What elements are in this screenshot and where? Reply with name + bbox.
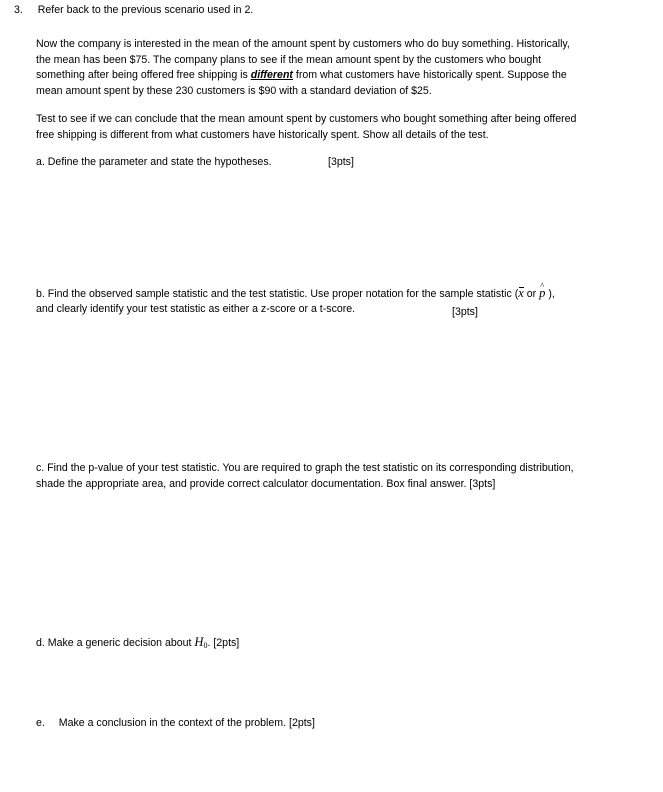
part-c-line: c. Find the p-value of your test statistic. You are required to graph the test statistic on its corresponding distribution, <box>36 462 574 474</box>
task-line: free shipping is different from what customers have historically spent. Show all details of the test. <box>36 128 489 141</box>
task-paragraph <box>36 112 576 143</box>
scenario-text: from what customers have historically spent. Suppose the <box>292 69 567 82</box>
question-intro: Refer back to the previous scenario used in 2. <box>37 4 254 16</box>
question-header <box>14 3 253 18</box>
part-b-text: b. Find the observed sample statistic and the test statistic. Use proper notation for the sample statistic ( <box>36 288 519 300</box>
scenario-line: Now the company is interested in the mean of the amount spent by customers who do buy something. Historically, <box>36 38 570 50</box>
part-e <box>36 716 315 731</box>
scenario-paragraph <box>36 37 570 99</box>
phat-symbol: ^ p <box>539 286 545 301</box>
scenario-line: the mean has been $75. The company plans to see if the mean amount spent by the customers who bought <box>36 53 542 66</box>
scenario-text: something after being offered free shipping is <box>36 69 251 82</box>
part-d <box>36 635 239 653</box>
part-c-line: shade the appropriate area, and provide correct calculator documentation. Box final answer. [3pts] <box>36 477 496 490</box>
part-b-text: ), <box>545 288 555 300</box>
part-a-text: a. Define the parameter and state the hypotheses. <box>36 156 272 168</box>
scenario-line <box>36 68 570 84</box>
or-text: or <box>523 288 540 300</box>
part-d-text: . [2pts] <box>207 637 240 649</box>
part-a <box>36 155 272 170</box>
part-e-text: Make a conclusion in the context of the problem. [2pts] <box>58 717 315 729</box>
scenario-line: mean amount spent by these 230 customers is $90 with a standard deviation of $25. <box>36 84 432 97</box>
part-a-points: [3pts] <box>328 156 354 168</box>
part-b-points: [3pts] <box>452 306 478 318</box>
h-null-symbol: $H_0$ <box>194 635 208 650</box>
part-b-line <box>36 286 555 302</box>
xbar-symbol: x <box>518 286 524 300</box>
part-c <box>36 461 574 492</box>
part-b-line: and clearly identify your test statistic as either a z-score or a t-score. <box>36 302 356 315</box>
part-d-text: d. Make a generic decision about <box>36 637 195 649</box>
task-line: Test to see if we can conclude that the mean amount spent by customers who bought something after being offered <box>36 113 577 125</box>
question-number: 3. <box>14 4 23 16</box>
part-e-label: e. <box>36 717 45 729</box>
emphasized-word: different <box>250 69 293 82</box>
